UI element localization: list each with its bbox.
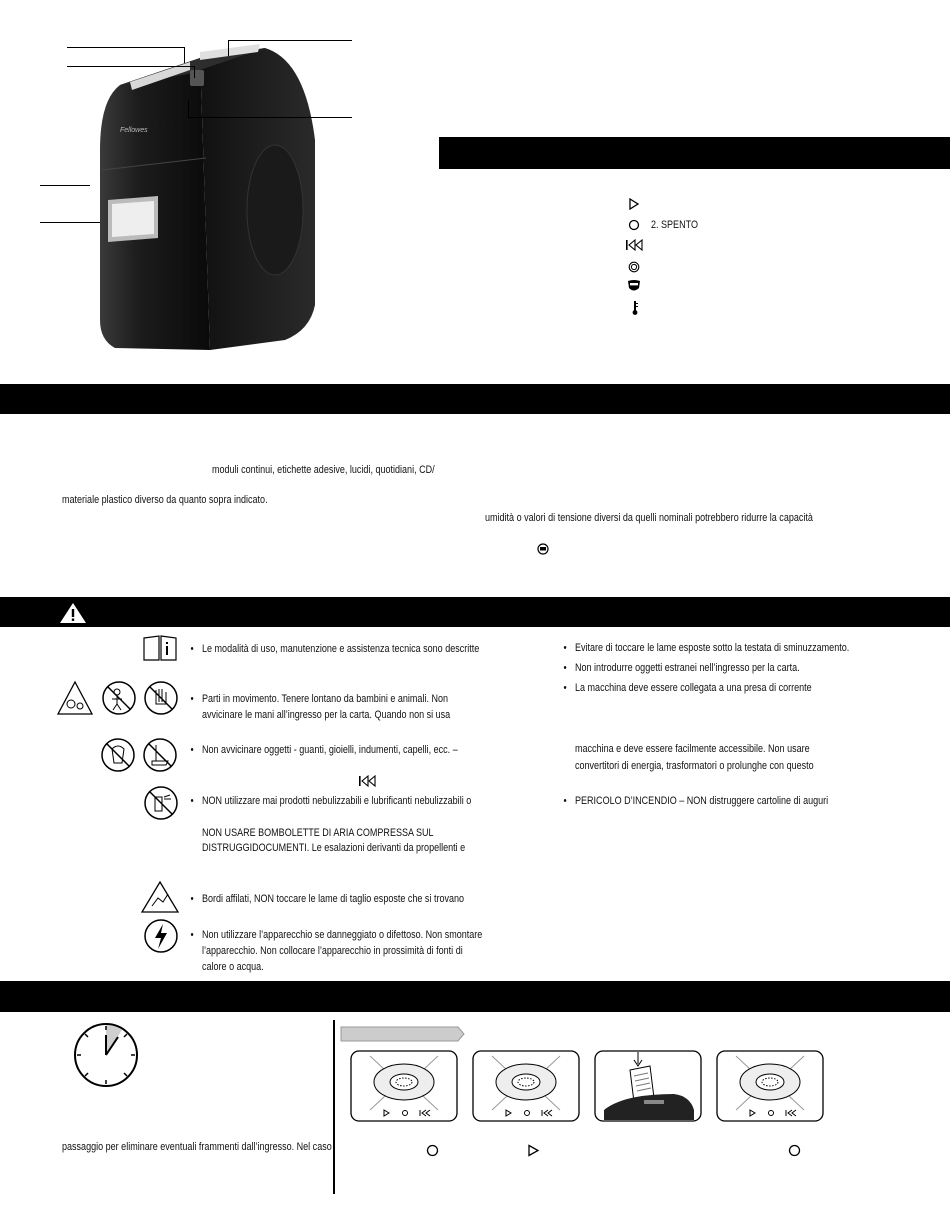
off-circle-icon (426, 1144, 439, 1157)
safety-right-cont-2: convertitori di energia, trasformatori o prolunghe con questo (575, 760, 814, 772)
safety-electric-line-3: calore o acqua. (202, 961, 264, 973)
safety-right-2: • Non introdurre oggetti estranei nell’ingresso per la carta. (575, 660, 800, 676)
safety-aerosol-extra-1: NON USARE BOMBOLETTE DI ARIA COMPRESSA SUL (202, 827, 434, 839)
safety-electric-line-2: l’apparecchio. Non collocare l’apparecchio in prossimità di fonti di (202, 945, 463, 957)
off-circle-icon (788, 1144, 801, 1157)
header-bar (439, 137, 950, 169)
step-panel-2 (472, 1050, 580, 1122)
step-arrow-tab (340, 1025, 466, 1043)
reverse-icon (358, 775, 378, 787)
step-panel-3 (594, 1050, 702, 1122)
safety-aerosol-extra-2: DISTRUGGIDOCUMENTI. Le esalazioni derivanti da propellenti e (202, 842, 466, 854)
column-divider (333, 1020, 335, 1194)
safety-fire-text: • PERICOLO D’INCENDIO – NON distruggere cartoline di auguri (575, 793, 828, 809)
thermometer-icon (631, 300, 639, 316)
capabilities-line-3: umidità o valori di tensione diversi da quelli nominali potrebbero ridurre la capacità (485, 512, 813, 524)
safety-right-3: • La macchina deve essere collegata a una presa di corrente (575, 680, 812, 696)
electric-icon (143, 918, 179, 954)
shredder-illustration (60, 30, 360, 370)
operation-left-text: passaggio per eliminare eventuali frammenti dall’ingresso. Nel caso (62, 1141, 332, 1153)
step-panel-4 (716, 1050, 824, 1122)
capabilities-line-2: materiale plastico diverso da quanto sopra indicato. (62, 494, 268, 506)
power-ring-icon (628, 261, 640, 273)
safety-aerosol-text: • NON utilizzare mai prodotti nebulizzabili e lubrificanti nebulizzabili o (202, 793, 471, 809)
safety-no-objects-text: • Non avvicinare oggetti - guanti, gioielli, indumenti, capelli, ecc. – (202, 742, 458, 758)
legend-label-off: 2. SPENTO (651, 219, 698, 231)
no-gloves-icons (100, 737, 178, 773)
safety-right-1: • Evitare di toccare le lame esposte sotto la testata di sminuzzamento. (575, 640, 849, 656)
moving-parts-icons (57, 680, 179, 716)
play-icon (527, 1144, 540, 1157)
manual-icon (143, 634, 177, 662)
safety-moving-parts-line-1: • Parti in movimento. Tenere lontano da bambini e animali. Non (202, 691, 448, 707)
safesense-icon (627, 279, 641, 293)
clock-icon (71, 1021, 141, 1089)
safety-moving-parts-line-2: avvicinare le mani all’ingresso per la carta. Quando non si usa (202, 709, 451, 721)
reverse-icon (625, 239, 645, 251)
off-circle-icon (628, 219, 640, 231)
warning-triangle-icon (59, 602, 87, 624)
svg-text:Fellowes: Fellowes (120, 127, 148, 134)
sharp-edges-icon (141, 880, 179, 914)
step-panel-1 (350, 1050, 458, 1122)
controls-legend (625, 196, 825, 326)
section-bar-capabilities (0, 384, 950, 414)
capabilities-line-1: moduli continui, etichette adesive, lucidi, quotidiani, CD/ (212, 464, 435, 476)
section-bar-safety (0, 597, 950, 627)
safety-sharp-edges-text: • Bordi affilati, NON toccare le lame di taglio esposte che si trovano (202, 891, 464, 907)
safety-right-cont-1: macchina e deve essere facilmente accessibile. Non usare (575, 743, 810, 755)
play-icon (628, 198, 640, 210)
safety-manual-text: • Le modalità di uso, manutenzione e assistenza tecnica sono descritte (202, 641, 479, 657)
printer-icon (537, 543, 549, 555)
safety-electric-line-1: • Non utilizzare l’apparecchio se danneggiato o difettoso. Non smontare (202, 927, 482, 943)
no-aerosol-icon (143, 785, 179, 821)
section-bar-operation (0, 981, 950, 1012)
